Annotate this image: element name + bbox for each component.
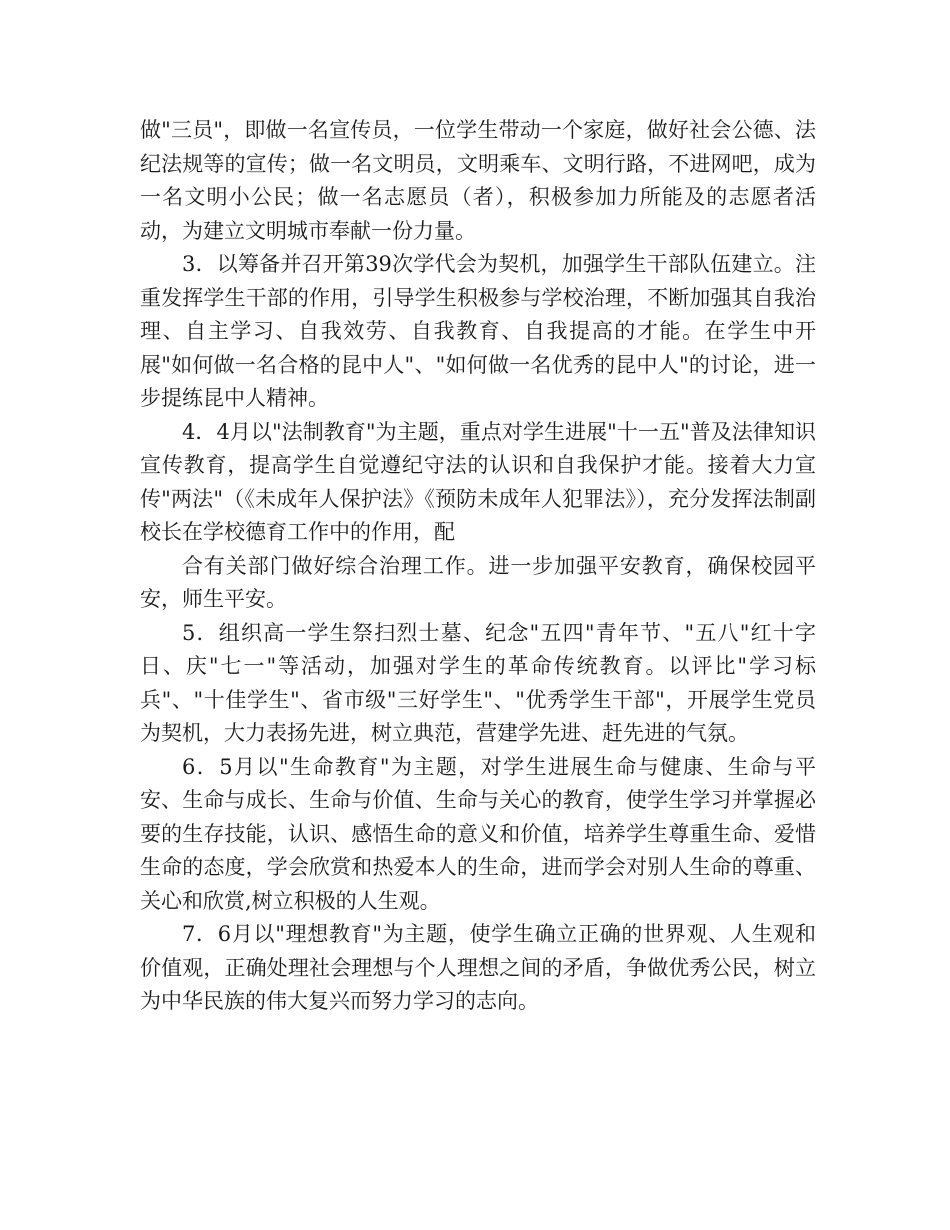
paragraph-item-4-continued: 合有关部门做好综合治理工作。进一步加强平安教育，确保校园平安，师生平安。 <box>140 553 816 611</box>
paragraph-item-4: 4．4月以"法制教育"为主题，重点对学生进展"十一五"普及法律知识宣传教育，提高学生自觉遵纪守法的认识和自我保护才能。接着大力宣传"两法"（《未成年人保护法》《预防未成年人犯罪法》），充分发挥法制副校长在学校德育工作中的作用，配 <box>140 419 816 544</box>
paragraph-sanyuan: 做"三员"，即做一名宣传员，一位学生带动一个家庭，做好社会公德、法纪法规等的宣传；做一名文明员，文明乘车、文明行路，不进网吧，成为一名文明小公民；做一名志愿员（者），积极参加力所能及的志愿者活动，为建立文明城市奉献一份力量。 <box>140 118 816 243</box>
paragraph-item-3: 3．以筹备并召开第39次学代会为契机，加强学生干部队伍建立。注重发挥学生干部的作用，引导学生积极参与学校治理，不断加强其自我治理、自主学习、自我效劳、自我教育、自我提高的才能。在学生中开展"如何做一名合格的昆中人"、"如何做一名优秀的昆中人"的讨论，进一步提练昆中人精神。 <box>140 252 816 410</box>
paragraph-item-7: 7．6月以"理想教育"为主题，使学生确立正确的世界观、人生观和价值观，正确处理社会理想与个人理想之间的矛盾，争做优秀公民，树立为中华民族的伟大复兴而努力学习的志向。 <box>140 922 816 1013</box>
document-body <box>140 114 816 1019</box>
paragraph-item-6: 6．5月以"生命教育"为主题，对学生进展生命与健康、生命与平安、生命与成长、生命与价值、生命与关心的教育，使学生学习并掌握必要的生存技能，认识、感悟生命的意义和价值，培养学生尊重生命、爱惜生命的态度，学会欣赏和热爱本人的生命，进而学会对别人生命的尊重、关心和欣赏,树立积极的人生观。 <box>140 754 816 913</box>
paragraph-item-5: 5．组织高一学生祭扫烈士墓、纪念"五四"青年节、"五八"红十字日、庆"七一"等活动，加强对学生的革命传统教育。以评比"学习标兵"、"十佳学生"、省市级"三好学生"、"优秀学生干部"，开展学生党员为契机，大力表扬先进，树立典范，营建学先进、赶先进的气氛。 <box>140 620 816 745</box>
